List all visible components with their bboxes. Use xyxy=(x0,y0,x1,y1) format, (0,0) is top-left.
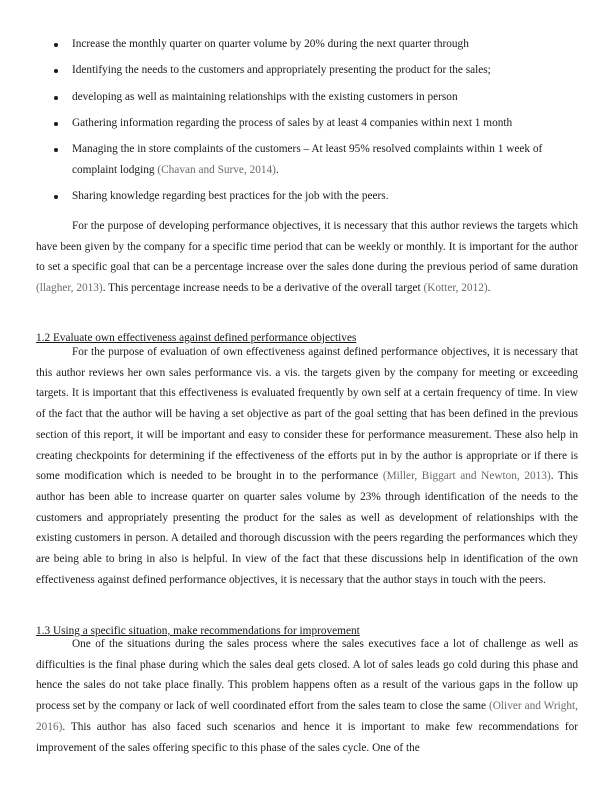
list-item: Increase the monthly quarter on quarter volume by 20% during the next quarter through xyxy=(36,34,578,55)
paragraph-performance-objectives: For the purpose of developing performance objectives, it is necessary that this author reviews the targets which have been given by the company for a specific time period that can be weekly or monthly. It is important for the author to set a specific goal that can be a percentage increase over the sales done during the previous period of same duration (llagher, 2013). This percentage increase needs to be a derivative of the overall target (Kotter, 2012). xyxy=(36,220,578,295)
bullet-icon xyxy=(54,96,58,100)
bullet-icon xyxy=(54,148,58,152)
citation: (Chavan and Surve, 2014) xyxy=(157,164,276,177)
bullet-icon xyxy=(54,69,58,73)
section-heading: 1.3 Using a specific situation, make recommendations for improvement xyxy=(36,625,360,637)
list-item: Managing the in store complaints of the customers – At least 95% resolved complaints within 1 week of complaint lodging (Chavan and Surve, 2014). xyxy=(36,139,578,181)
citation: (Miller, Biggart and Newton, 2013) xyxy=(382,470,551,483)
bullet-icon xyxy=(54,122,58,126)
list-item: developing as well as maintaining relationships with the existing customers in person xyxy=(36,87,578,108)
citation: (Oliver and Wright, 2016) xyxy=(36,700,579,733)
citation: (llagher, 2013) xyxy=(36,282,103,295)
bullet-icon xyxy=(54,43,58,47)
list-item: Gathering information regarding the process of sales by at least 4 companies within next 1 month xyxy=(36,113,578,134)
bullet-icon xyxy=(54,195,58,199)
paragraph-recommendations: One of the situations during the sales process where the sales executives face a lot of challenge as well as difficulties is the final phase during which the sales deal gets closed. A lot of sales leads go cold during this phase and hence the sales do not take place finally. This problem happens often as a result of the various gaps in the follow up process set by the company or lack of well coordinated effort from the sales team to close the same (Oliver and Wright, 2016). This author has also faced such scenarios and hence it is important to make few recommendations for improvement of the sales offering specific to this phase of the sales cycle. One of the xyxy=(36,638,579,754)
citation: (Kotter, 2012) xyxy=(423,282,488,295)
list-item: Identifying the needs to the customers and appropriately presenting the product for the sales; xyxy=(36,60,578,81)
list-item: Sharing knowledge regarding best practices for the job with the peers. xyxy=(36,186,578,207)
paragraph-effectiveness: For the purpose of evaluation of own effectiveness against defined performance objectives, it is necessary that this author reviews her own sales performance vis. a vis. the targets given by the company for meeting or exceeding targets. It is important that this effectiveness is evaluated frequently by own self at a certain frequency of time. In view of the fact that the author will be having a set objective as part of the goal setting that has been defined in the previous section of this report, it will be important and easy to consider these for performance measurement. These also help in creating checkpoints for determining if the effectiveness of the efforts put in by the author is appropriate or if there is some modification which is needed to be brought in to the performance (Miller, Biggart and Newton, 2013). This author has been able to increase quarter on quarter sales volume by 23% through identification of the needs to the customers and appropriately presenting the product for the sales as well as development of relationships with the existing customers in person. A detailed and thorough discussion with the peers regarding the performances which they are being able to bring in also is helpful. In view of the fact that these discussions help in identification of the own effectiveness against defined performance objectives, it is necessary that the author stays in touch with the peers. xyxy=(36,346,578,586)
objectives-list xyxy=(36,34,578,213)
section-heading: 1.2 Evaluate own effectiveness against defined performance objectives xyxy=(36,332,357,344)
